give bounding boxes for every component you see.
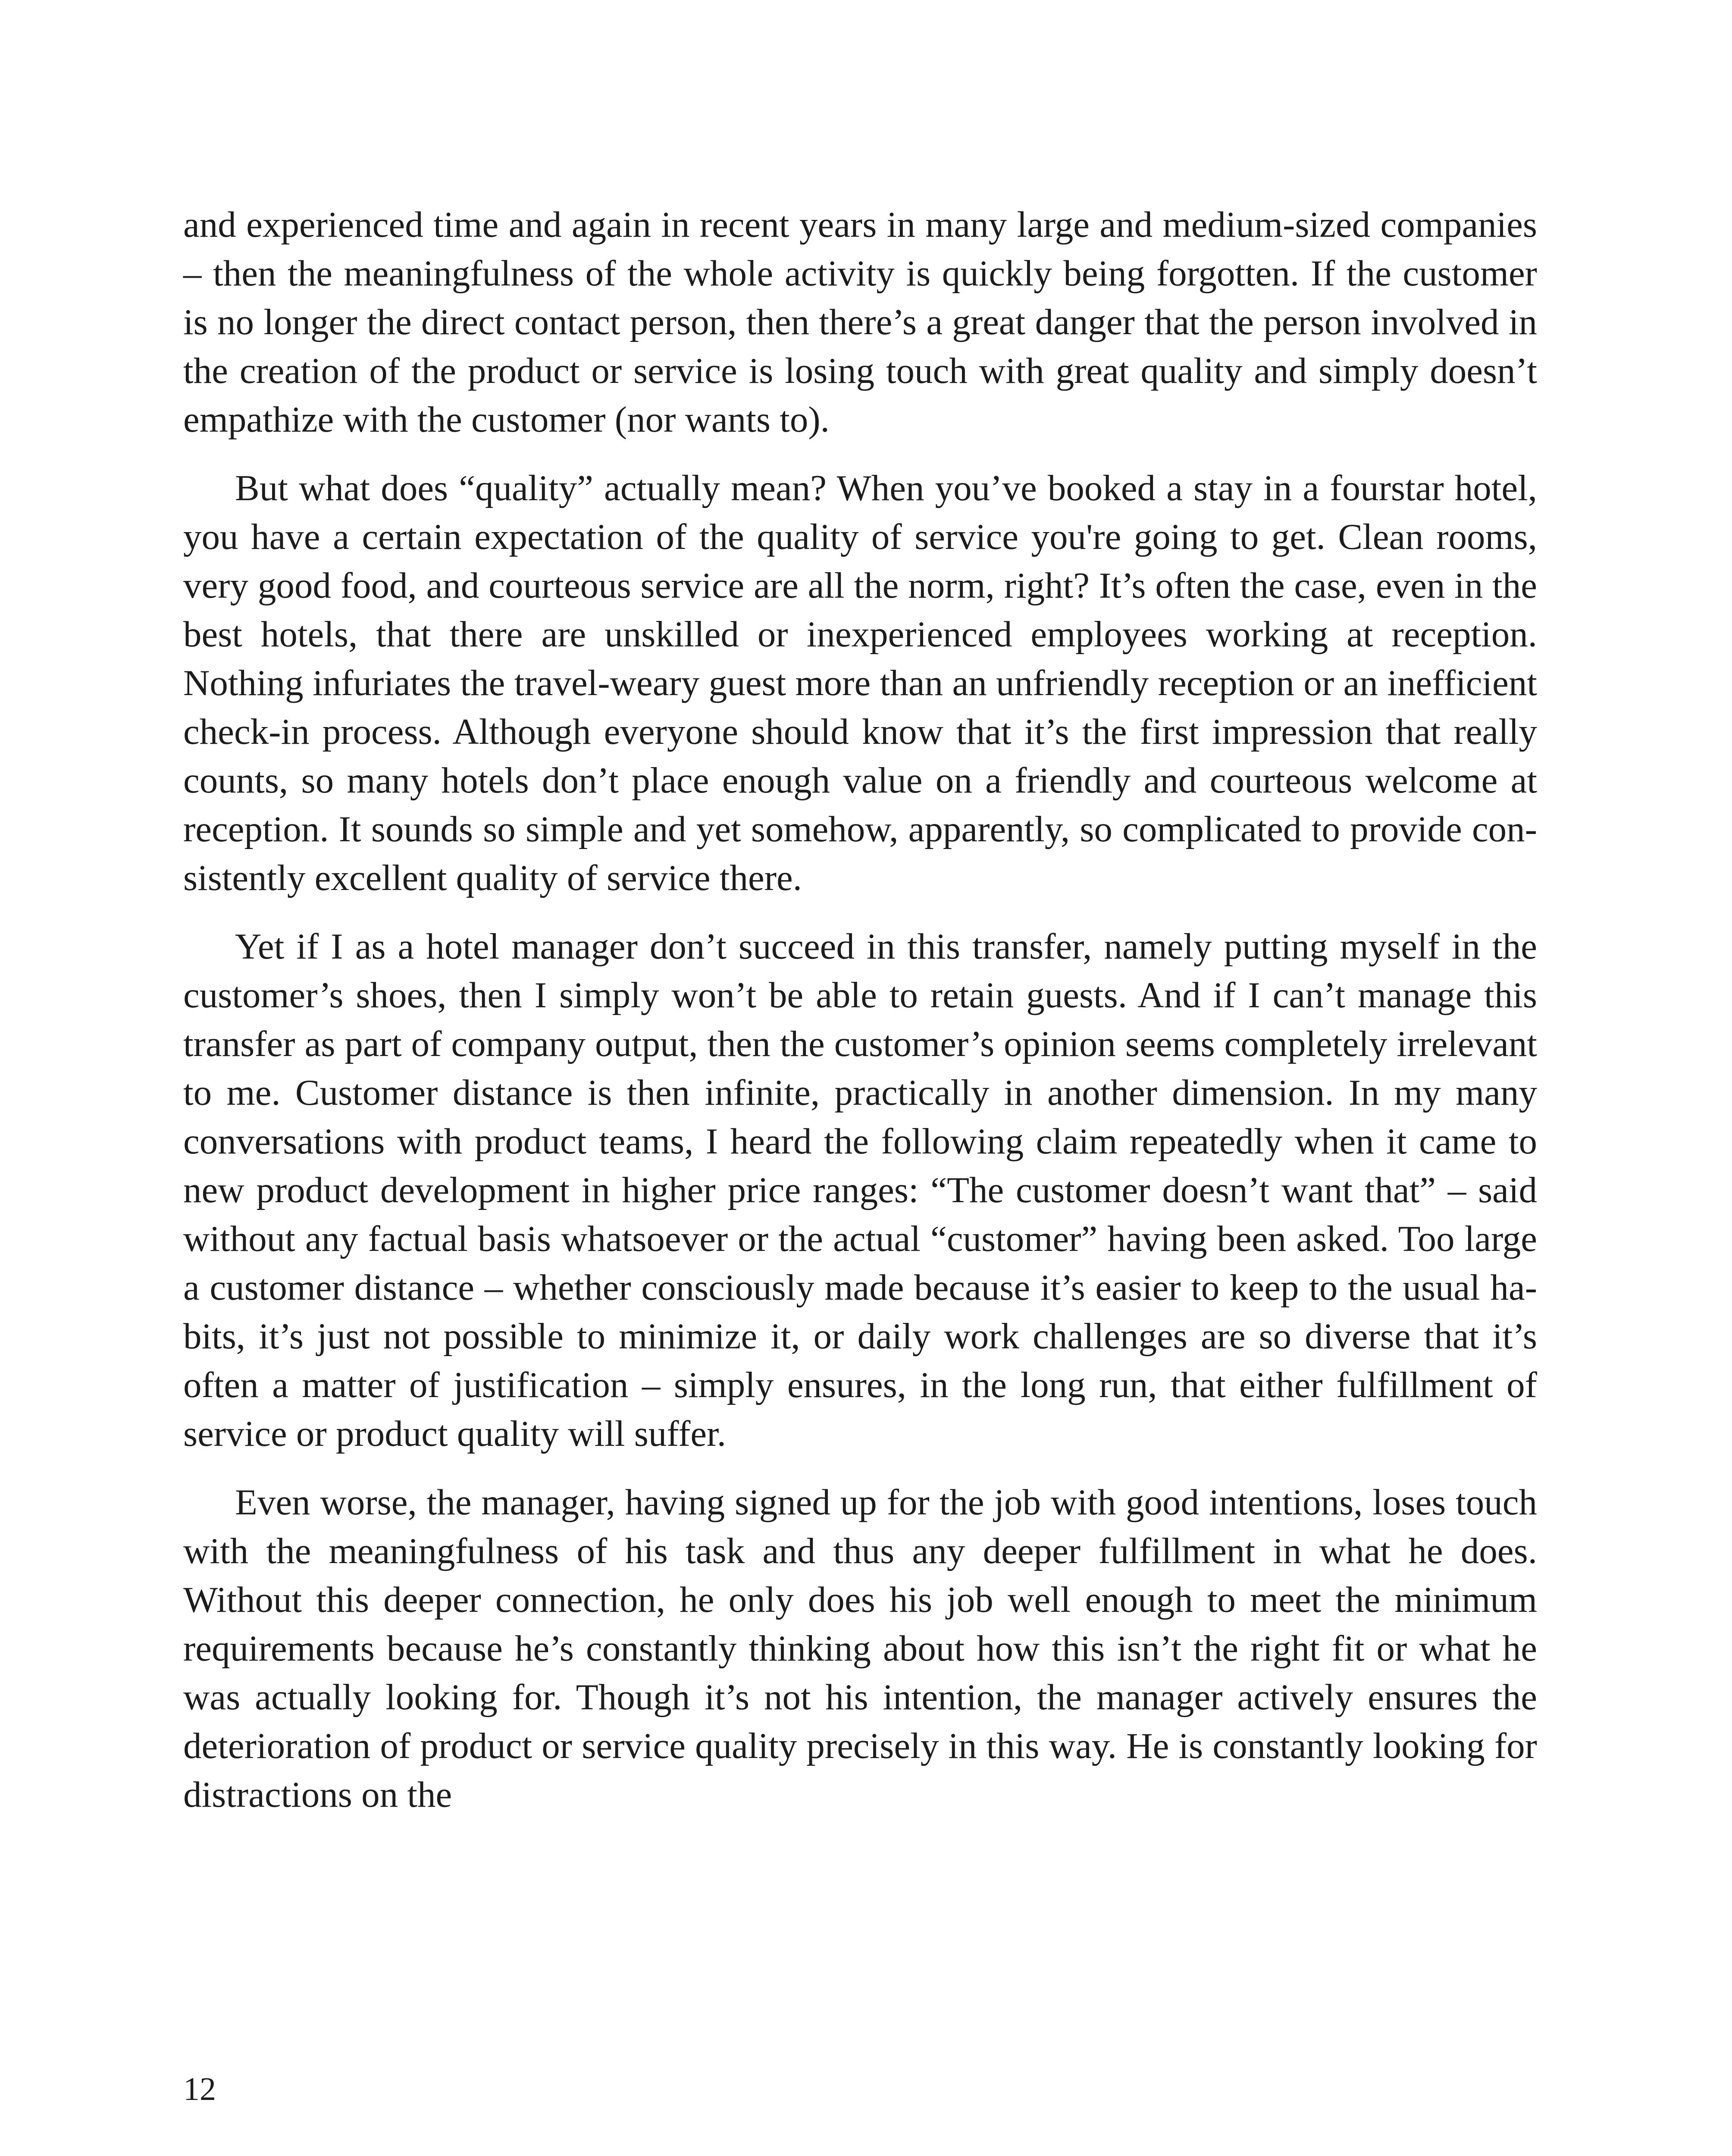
body-text xyxy=(183,201,1537,1839)
paragraph-2: But what does “quality” actually mean? When you’ve booked a stay in a fourstar hotel, you have a certain expectation of the quality of service you're going to get. Clean rooms, very good food, and courteous service are all the norm, right? It’s often the case, even in the best hotels, that there are unskilled or inexperienced employees working at reception. Nothing infuriates the travel-weary guest more than an unfriendly reception or an inefficient check-in process. Although everyone should know that it’s the first impression that really counts, so many hotels don’t place enough value on a friendly and courteous welcome at reception. It sounds so simple and yet somehow, apparently, so complicated to provide consistently excellent quality of service there. xyxy=(183,468,1537,898)
paragraph-3: Yet if I as a hotel manager don’t succeed in this transfer, namely putting myself in the customer’s shoes, then I simply won’t be able to retain guests. And if I can’t manage this transfer as part of company output, then the customer’s opinion seems completely irrelevant to me. Customer distance is then infinite, practically in another dimension. In my many conversations with product teams, I heard the following claim repeatedly when it came to new product development in higher price ranges: “The customer doesn’t want that” – said without any factual basis whatsoever or the actual “customer” having been asked. Too large a customer distance – whether consciously made because it’s easier to keep to the usual habits, it’s just not possible to minimize it, or daily work challenges are so diverse that it’s often a matter of justification – simply ensures, in the long run, that either fulfillment of service or product quality will suffer. xyxy=(183,926,1537,1454)
paragraph-4: Even worse, the manager, having signed up for the job with good intentions, loses touch with the meaningfulness of his task and thus any deeper fulfillment in what he does. Without this deeper connection, he only does his job well enough to meet the minimum requirements because he’s constantly thinking about how this isn’t the right fit or what he was actually looking for. Though it’s not his intention, the manager actively ensures the deterioration of product or service quality precisely in this way. He is constantly looking for distractions on the xyxy=(183,1482,1537,1815)
paragraph-1: and experienced time and again in recent years in many large and medium-sized companies – then the meaningfulness of the whole activity is quickly being forgotten. If the customer is no longer the direct contact person, then there’s a great danger that the person involved in the creation of the product or service is losing touch with great quality and simply doesn’t empathize with the customer (nor wants to). xyxy=(183,204,1537,440)
page-number: 12 xyxy=(183,2071,216,2107)
